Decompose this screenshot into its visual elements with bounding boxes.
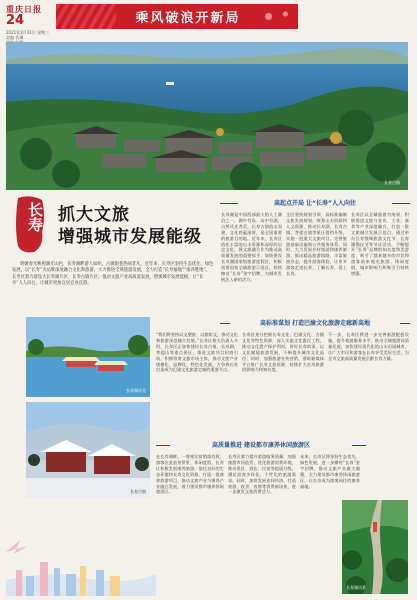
banner-wave-decoration	[56, 4, 116, 29]
masthead	[6, 4, 54, 28]
hero-photo-credit: 长寿古镇	[384, 180, 400, 185]
feature-seal-text: 长寿	[26, 202, 44, 232]
headline-line-2: 增强城市发展能级	[58, 227, 202, 247]
headline-line-1: 抓大文旅	[58, 205, 130, 225]
section2-column-3: 下一步，长寿区将进一步完善旅游配套设施，提升旅游服务水平，推动全域旅游高质量发展，加快建设现代化的山水田园城市，让广大市民和游客在长寿享受美好生活，为全市文旅高质量发展贡献长寿力量。	[328, 332, 409, 361]
issue-date: 2021年3月31日 星期三	[6, 30, 50, 35]
newspaper-logo: 重庆日报	[6, 4, 42, 14]
section1-heading	[220, 198, 410, 209]
page-number: 24	[6, 13, 25, 28]
editor-line: 责编 若琳	[6, 35, 24, 40]
section2-heading	[220, 318, 410, 329]
section3-heading	[156, 440, 366, 451]
section2-column-1: “我们将坚持以文塑旅、以旅彰文，推动文化和旅游深度融合发展。”长寿区相关负责人介绍，长寿区正加快建设长寿古镇、长寿湖、菩提山等重点景区，推进文旅项目招商引资，积极培育文旅市场主体，推动文旅产业规模化、品牌化、特色化发展，力争将长寿打造成为巴渝文化旅游走廊的重要节点。	[156, 332, 238, 373]
section2-column-2: 长寿区充分挖掘长寿文化、巴渝文化、古镇文化等特色资源，深入实施文化惠民工程，推动文化遗产保护利用，讲好长寿故事，以文化赋能旅游发展，不断提升城市文化品位。同时，加强旅游宣传营销，借助新媒体平台推广长寿文旅资源，持续扩大长寿旅游的影响力和知名度。	[242, 332, 324, 373]
photo1-credit: 长寿湖风光	[126, 388, 146, 393]
skyline-decoration	[6, 540, 156, 596]
section2-heading-text: 高标准谋划 打造巴渝文化旅游走廊新高地	[259, 320, 371, 327]
feature-lead: 明媚春光映照湖光山色，长寿湖畔游人如织，古镇街巷热闹非凡。近年来，长寿区坚持生态优先、绿色发展，以“长寿”为品牌深度融合文化和旅游，大力推进全域旅游发展，全力打造“长寿福地”“康养胜地”。长寿区着力建设大长寿湖片区、长寿古镇片区，推动文旅产业高质量发展，增强城市发展能级，让“长寿”人人向往，让城市更加宜居宜业宜游。	[12, 262, 214, 287]
column-banner	[56, 4, 298, 29]
banner-title: 乘风破浪开新局	[135, 11, 241, 26]
photo3-credit: 长寿湖风景	[346, 585, 366, 590]
section3-column-3: 未来，长寿区将坚持生态优先、绿色发展，进一步擦亮“长寿”金字招牌，推动文旅产业做大做强，全力建设都市康养休闲旅游区，让长寿成为游客向往的康养福地。	[300, 454, 360, 489]
section1-column-3: 长寿区以全域旅游为统领，积极推进文旅与农业、工业、康养等产业深度融合，打造一批文旅融合发展示范点。通过举办长寿慢城旅游文化节、长寿湖渔民节等节庆活动，不断提升“长寿”品牌的知名度和美誉度，吸引了越来越多的市民和游客前来观光旅游、休闲度假，城市影响力和吸引力持续增强。	[351, 212, 409, 277]
section1-heading-text: 高起点开局 让“长寿”人人向往	[274, 200, 356, 207]
section1-column-1: 长寿湖是中国西部最大的人工湖泊之一，湖中有岛、岛中有湖，自然风光秀美。长寿古镇依山而建，文化底蕴深厚，是全国重要的旅游目的地。近年来，长寿区依托丰富的山水资源和深厚的历史文化，将文旅融合作为推动高质量发展的重要抓手，加快建设长寿湖国家级旅游度假区，积极创建国家全域旅游示范区，持续擦亮“长寿”金字招牌，为城市发展注入新的活力。	[221, 212, 282, 282]
section3-column-1: 在长寿湖畔，一座座民宿错落有致，游客在此品茶赏景、休闲度假。长寿区积极发展康养旅游，依托良好的生态环境和长寿文化资源，打造一批康养旅游项目，推动文旅产业与康养产业融合发展，着力建设都市康养休闲旅游区。	[156, 454, 224, 495]
section3-column-2: 长寿区着力提升旅游服务质量，加强旅游市场监管，优化旅游消费环境，推动景区、酒店、民宿等提质升级，满足游客多样化、个性化的旅游需求。同时，加快发展夜间经济，打造夜游、夜食、夜购等消费新场景，进一步激发文旅消费活力。	[228, 454, 296, 495]
photo2-credit: 长寿古镇	[130, 489, 146, 494]
hero-photo	[6, 42, 408, 190]
feature-title-block	[8, 196, 208, 256]
green-valley-photo	[342, 500, 408, 594]
section1-column-2: 全区坚持规划引领，高标准编制文旅发展规划，统筹山水资源和人文资源，推动长寿湖、长寿古镇、菩提古镇等景区提档升级，实施一批重大文旅项目，完善旅游基础设施和公共服务体系。同时，大力发展乡村旅游和康养旅游，推出精品旅游线路，丰富旅游业态，提升游客体验，让更多游客走进长寿、了解长寿、爱上长寿。	[286, 212, 347, 277]
banner-swirl-decoration	[256, 4, 298, 29]
feature-headline	[58, 204, 202, 248]
ancient-town-photo	[26, 402, 150, 498]
section3-heading-text: 高质量推进 建设都市康养休闲旅游区	[211, 442, 311, 449]
lake-boats-photo	[26, 317, 150, 397]
